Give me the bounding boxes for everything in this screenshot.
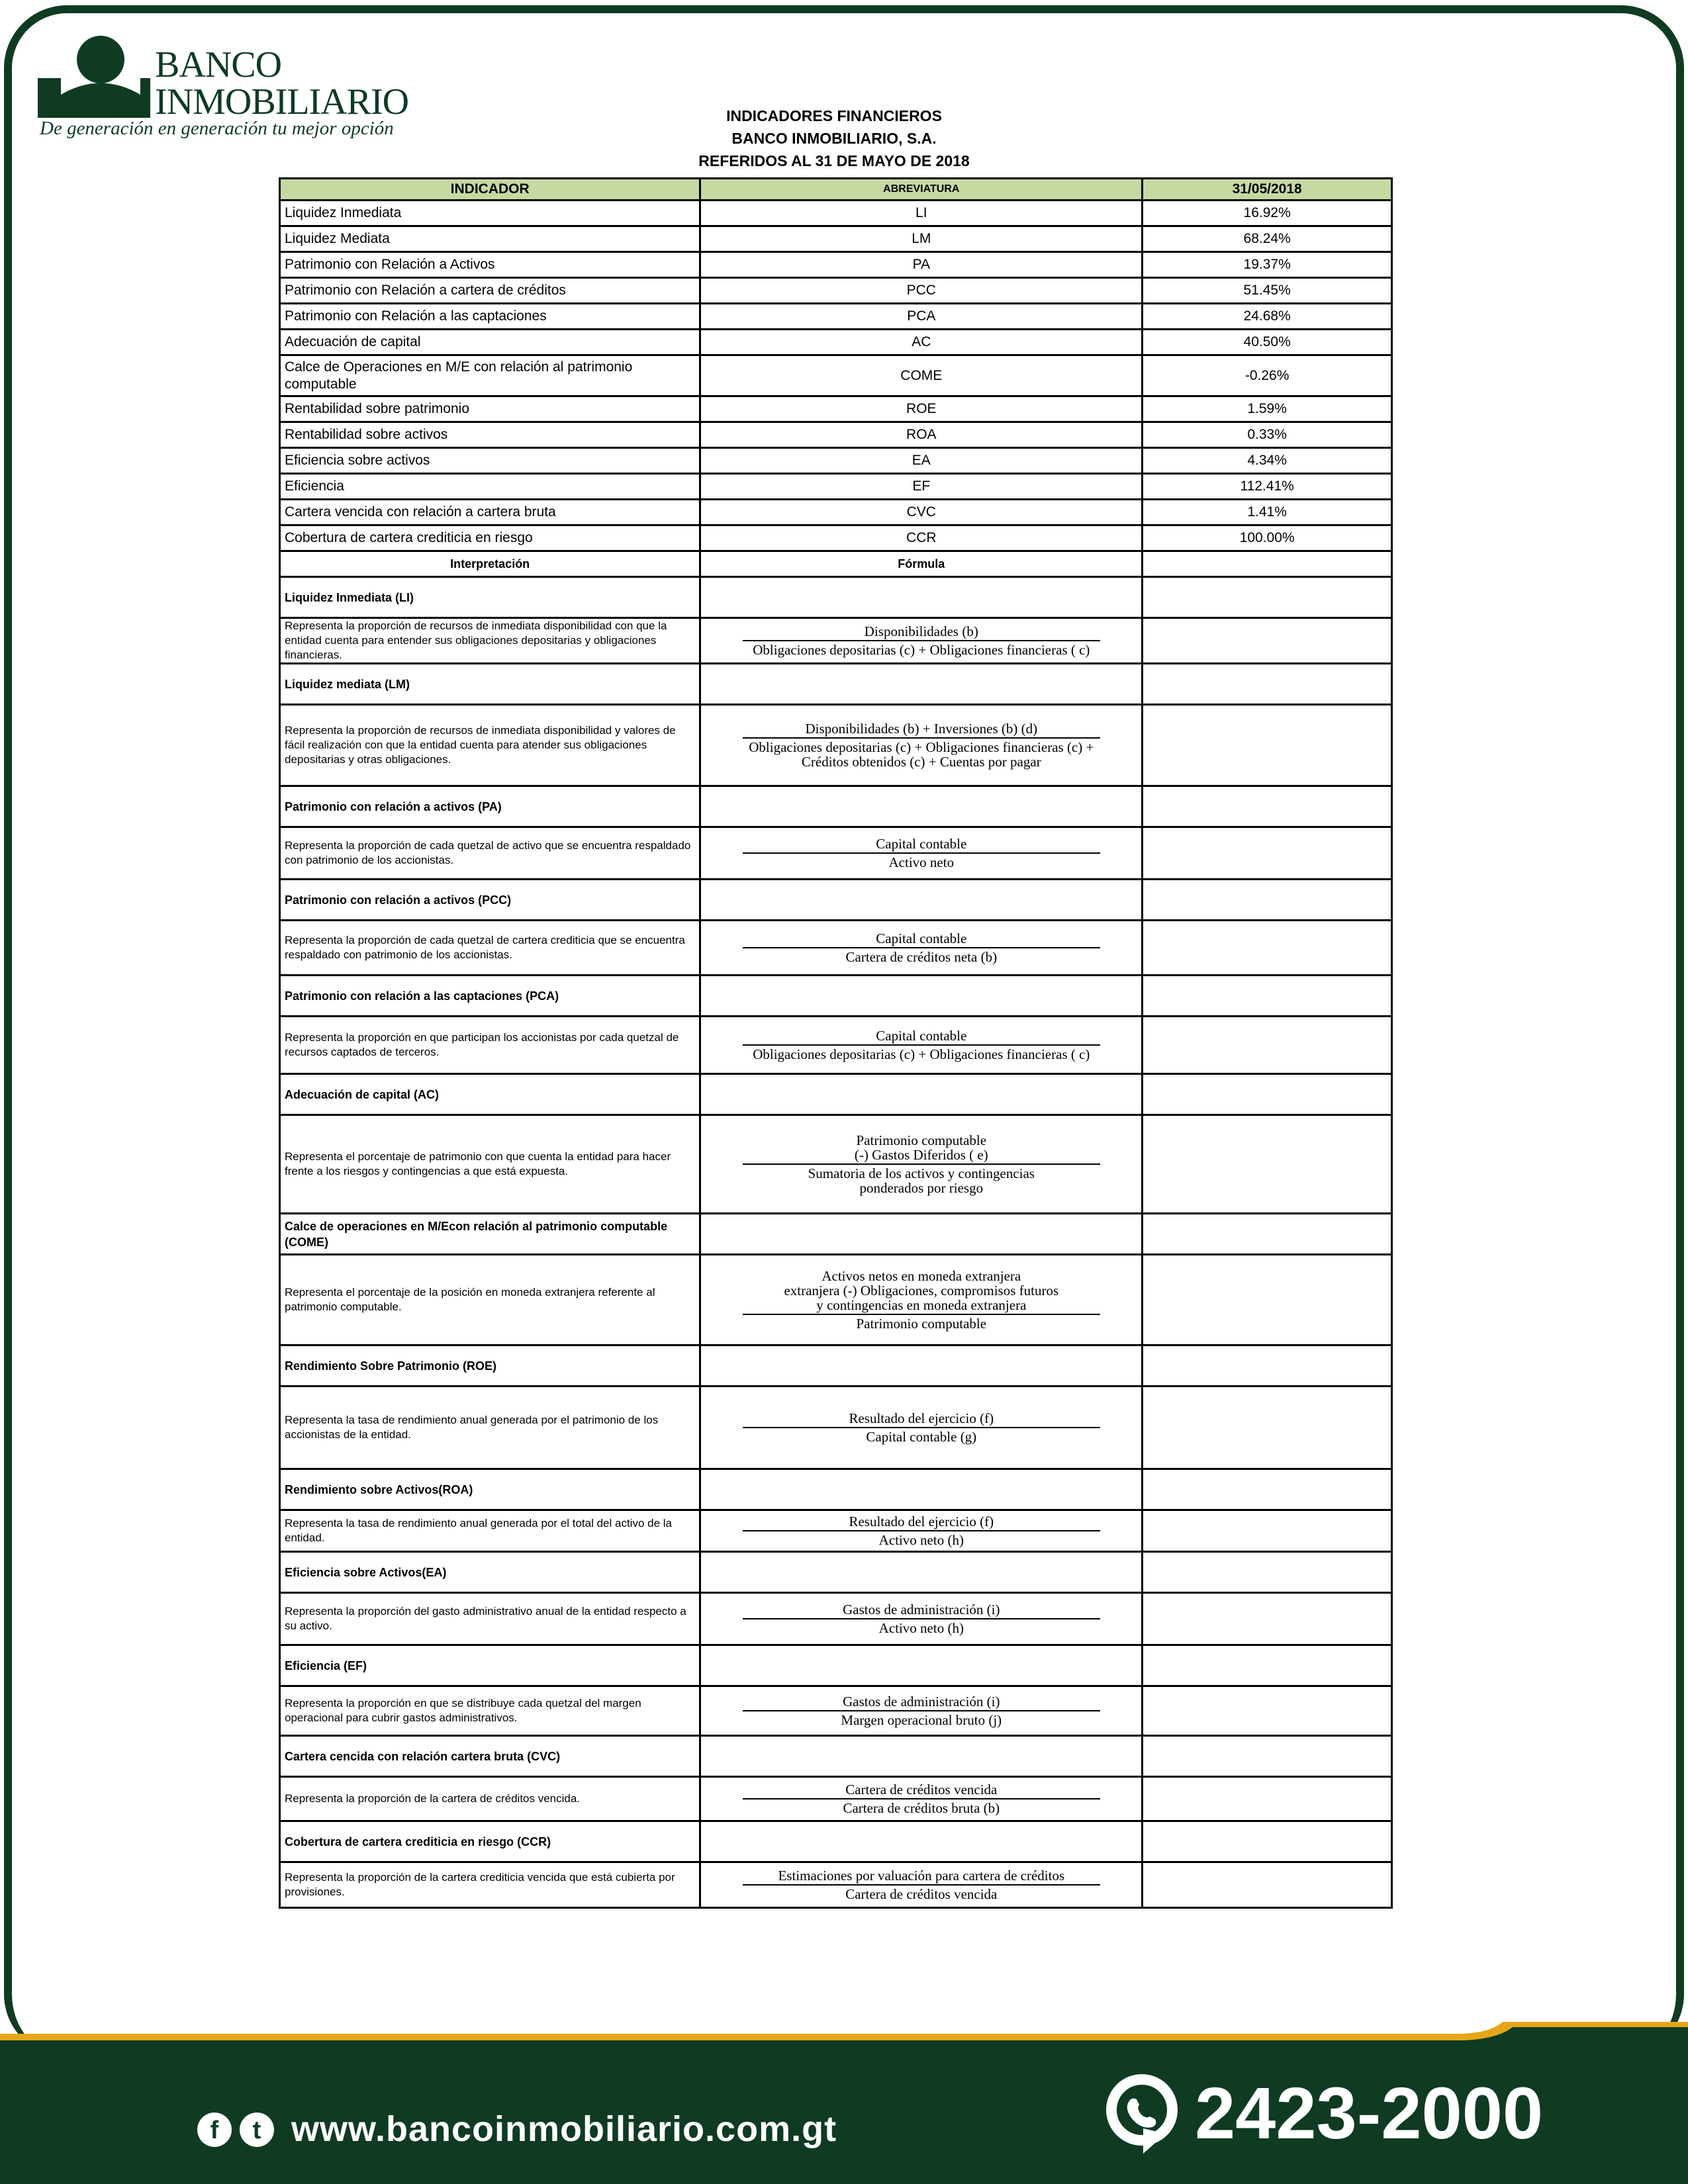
formula — [700, 1387, 1143, 1469]
title-line-3: REFERIDOS AL 31 DE MAYO DE 2018 — [698, 152, 970, 169]
section-title-empty — [700, 1552, 1143, 1593]
indicator-value: -0.26% — [1143, 355, 1392, 396]
section-title-empty — [1143, 976, 1392, 1017]
section-title: Calce de operaciones en M/Econ relación al patrimonio computable (COME) — [280, 1214, 700, 1255]
facebook-icon[interactable]: f — [197, 2113, 232, 2147]
formula — [700, 1593, 1143, 1645]
section-title-empty — [1143, 786, 1392, 827]
indicator-abbreviation: EA — [700, 448, 1143, 474]
section-description-row — [280, 1510, 1392, 1552]
indicator-abbreviation: CVC — [700, 500, 1143, 525]
indicator-name: Patrimonio con Relación a las captaciones — [280, 304, 700, 330]
indicator-value: 100.00% — [1143, 525, 1392, 551]
section-title-empty — [700, 880, 1143, 921]
indicators-table — [279, 177, 1393, 1909]
section-description: Representa el porcentaje de patrimonio con que cuenta la entidad para hacer frente a los riesgos y contingencias a que está expuesta. — [280, 1115, 700, 1214]
formula-numerator: Gastos de administración (i) — [843, 1602, 1000, 1617]
indicator-value: 68.24% — [1143, 226, 1392, 252]
formula-denominator: Obligaciones depositarias (c) + Obligaciones financieras ( c) — [753, 642, 1090, 658]
formula-denominator: Activo neto (h) — [878, 1532, 964, 1548]
section-title-empty — [1143, 1645, 1392, 1686]
formula-numerator: Patrimonio computable — [856, 1132, 987, 1148]
indicator-abbreviation: EF — [700, 474, 1143, 500]
formula-numerator: Estimaciones por valuación para cartera de créditos — [778, 1868, 1065, 1884]
twitter-icon[interactable]: t — [240, 2113, 274, 2147]
section-description-row — [280, 1255, 1392, 1345]
fraction-bar — [743, 1427, 1100, 1428]
formula-denominator: Obligaciones depositarias (c) + Obligaciones financieras (c) + — [749, 739, 1094, 755]
indicator-name: Rentabilidad sobre activos — [280, 422, 700, 448]
section-title-empty — [1143, 1821, 1392, 1862]
interpretation-header-row — [280, 551, 1392, 577]
logo-mark-icon — [34, 32, 154, 118]
section-title-empty — [700, 1469, 1143, 1510]
section-title-empty — [700, 786, 1143, 827]
indicator-name: Rentabilidad sobre patrimonio — [280, 396, 700, 422]
section-title-empty — [1143, 664, 1392, 705]
indicator-row — [280, 304, 1392, 330]
formula-denominator: Patrimonio computable — [856, 1316, 987, 1332]
header-formula: Fórmula — [700, 551, 1143, 577]
header-date: 31/05/2018 — [1143, 179, 1392, 201]
formula-numerator: extranjera (-) Obligaciones, compromisos futuros — [784, 1283, 1059, 1298]
section-title-empty — [1143, 880, 1392, 921]
fraction-bar — [743, 1710, 1100, 1711]
formula-numerator: Capital contable — [876, 1028, 967, 1044]
formula-numerator: (-) Gastos Diferidos ( e) — [854, 1147, 988, 1163]
title-line-1: INDICADORES FINANCIEROS — [726, 107, 942, 124]
header-empty — [1143, 551, 1392, 577]
section-description: Representa la proporción de la cartera de créditos vencida. — [280, 1777, 700, 1821]
indicator-value: 112.41% — [1143, 474, 1392, 500]
section-title-empty — [1143, 1214, 1392, 1255]
section-description-row — [280, 921, 1392, 976]
section-description: Representa la proporción de recursos de inmediata disponibilidad con que la entidad cuenta para entender sus obligaciones depositarias y obligaciones financieras. — [280, 618, 700, 664]
formula — [700, 618, 1143, 664]
indicator-abbreviation: COME — [700, 355, 1143, 396]
formula — [700, 705, 1143, 786]
fraction-bar — [743, 1798, 1100, 1799]
section-title: Rendimiento Sobre Patrimonio (ROE) — [280, 1345, 700, 1387]
section-title: Eficiencia (EF) — [280, 1645, 700, 1686]
section-description: Representa la proporción en que se distribuye cada quetzal del margen operacional para cubrir gastos administrativos. — [280, 1686, 700, 1736]
indicator-abbreviation: LM — [700, 226, 1143, 252]
section-title-row — [280, 1074, 1392, 1115]
section-description-empty — [1143, 1593, 1392, 1645]
indicator-abbreviation: CCR — [700, 525, 1143, 551]
section-title-empty — [700, 1074, 1143, 1115]
formula — [700, 1115, 1143, 1214]
section-description-row — [280, 827, 1392, 880]
section-description-empty — [1143, 921, 1392, 976]
section-title-empty — [1143, 577, 1392, 618]
indicator-value: 16.92% — [1143, 201, 1392, 226]
section-description: Representa la proporción en que participan los accionistas por cada quetzal de recursos captados de terceros. — [280, 1017, 700, 1074]
section-description-row — [280, 1686, 1392, 1736]
formula-denominator: Créditos obtenidos (c) + Cuentas por pagar — [801, 754, 1041, 770]
section-description-empty — [1143, 705, 1392, 786]
formula-numerator: Gastos de administración (i) — [843, 1694, 1000, 1709]
fraction-bar — [743, 947, 1100, 948]
indicator-name: Patrimonio con Relación a Activos — [280, 252, 700, 278]
indicator-row — [280, 422, 1392, 448]
bank-logo — [34, 32, 418, 148]
title-line-2: BANCO INMOBILIARIO, S.A. — [731, 130, 937, 147]
formula — [700, 1017, 1143, 1074]
indicator-value: 1.59% — [1143, 396, 1392, 422]
section-title-empty — [1143, 1736, 1392, 1777]
section-title-empty — [700, 1645, 1143, 1686]
formula-numerator: Capital contable — [876, 836, 967, 852]
section-description-empty — [1143, 1777, 1392, 1821]
section-description-empty — [1143, 618, 1392, 664]
formula — [700, 1686, 1143, 1736]
header-indicator: INDICADOR — [280, 179, 700, 201]
indicator-name: Cobertura de cartera crediticia en riesgo — [280, 525, 700, 551]
section-title-empty — [1143, 1345, 1392, 1387]
section-description: Representa la proporción de recursos de inmediata disponibilidad y valores de fácil realización con que la entidad cuenta para atender sus obligaciones depositarias y otras obligaciones. — [280, 705, 700, 786]
formula-denominator: Activo neto (h) — [878, 1620, 964, 1636]
indicator-name: Patrimonio con Relación a cartera de créditos — [280, 278, 700, 304]
section-title-row — [280, 1736, 1392, 1777]
indicator-row — [280, 355, 1392, 396]
section-title-empty — [700, 1821, 1143, 1862]
formula-denominator: Cartera de créditos vencida — [845, 1886, 998, 1902]
document-title — [569, 105, 1099, 172]
formula — [700, 827, 1143, 880]
section-title: Cartera cencida con relación cartera bruta (CVC) — [280, 1736, 700, 1777]
section-description: Representa la proporción de cada quetzal de activo que se encuentra respaldado con patrimonio de los accionistas. — [280, 827, 700, 880]
indicator-name: Cartera vencida con relación a cartera bruta — [280, 500, 700, 525]
indicator-value: 40.50% — [1143, 330, 1392, 355]
fraction-bar — [743, 1884, 1100, 1886]
section-title-row — [280, 880, 1392, 921]
indicator-abbreviation: LI — [700, 201, 1143, 226]
indicator-row — [280, 474, 1392, 500]
indicator-name: Liquidez Mediata — [280, 226, 700, 252]
formula-numerator: Activos netos en moneda extranjera — [821, 1268, 1021, 1284]
section-title: Patrimonio con relación a activos (PCC) — [280, 880, 700, 921]
indicator-value: 1.41% — [1143, 500, 1392, 525]
fraction-bar — [743, 1618, 1100, 1619]
indicator-value: 4.34% — [1143, 448, 1392, 474]
fraction-bar — [743, 852, 1100, 854]
logo-slogan: De generación en generación tu mejor opción — [40, 118, 394, 139]
table-header-row — [280, 179, 1392, 201]
section-title-row — [280, 786, 1392, 827]
formula-numerator: Cartera de créditos vencida — [845, 1782, 998, 1797]
section-title-empty — [700, 577, 1143, 618]
section-title-row — [280, 1645, 1392, 1686]
section-description-empty — [1143, 1510, 1392, 1552]
website-link[interactable]: www.bancoinmobiliario.com.gt — [291, 2109, 837, 2149]
formula-numerator: Disponibilidades (b) — [864, 623, 978, 639]
formula-denominator: Activo neto — [888, 854, 955, 870]
section-title-empty — [1143, 1469, 1392, 1510]
section-title-empty — [1143, 1074, 1392, 1115]
formula-numerator: Capital contable — [876, 931, 967, 946]
section-description: Representa el porcentaje de la posición en moneda extranjera referente al patrimonio computable. — [280, 1255, 700, 1345]
fraction-bar — [743, 1314, 1100, 1315]
section-description: Representa la proporción de la cartera crediticia vencida que está cubierta por provisiones. — [280, 1862, 700, 1908]
section-description-row — [280, 618, 1392, 664]
indicator-name: Eficiencia — [280, 474, 700, 500]
section-title: Liquidez mediata (LM) — [280, 664, 700, 705]
section-description-row — [280, 1777, 1392, 1821]
section-title-empty — [700, 1345, 1143, 1387]
section-description: Representa la proporción del gasto administrativo anual de la entidad respecto a su activo. — [280, 1593, 700, 1645]
indicator-name: Eficiencia sobre activos — [280, 448, 700, 474]
indicator-row — [280, 448, 1392, 474]
indicator-row — [280, 396, 1392, 422]
indicator-abbreviation: PCA — [700, 304, 1143, 330]
indicator-row — [280, 525, 1392, 551]
indicator-abbreviation: PA — [700, 252, 1143, 278]
section-description-row — [280, 1017, 1392, 1074]
formula — [700, 1777, 1143, 1821]
formula-denominator: Cartera de créditos neta (b) — [845, 949, 998, 965]
formula-numerator: Disponibilidades (b) + Inversiones (b) (d) — [805, 721, 1038, 737]
phone-icon — [1102, 2070, 1182, 2156]
section-title-empty — [700, 976, 1143, 1017]
indicator-name: Liquidez Inmediata — [280, 201, 700, 226]
indicator-name: Calce de Operaciones en M/E con relación al patrimonio computable — [280, 355, 700, 396]
formula — [700, 1510, 1143, 1552]
logo-name-line1: BANCO — [155, 44, 282, 85]
section-description-empty — [1143, 1255, 1392, 1345]
section-title: Liquidez Inmediata (LI) — [280, 577, 700, 618]
fraction-bar — [743, 640, 1100, 641]
formula-denominator: Cartera de créditos bruta (b) — [843, 1800, 1000, 1816]
indicator-abbreviation: AC — [700, 330, 1143, 355]
formula — [700, 921, 1143, 976]
indicator-row — [280, 500, 1392, 525]
section-description-empty — [1143, 827, 1392, 880]
section-title: Eficiencia sobre Activos(EA) — [280, 1552, 700, 1593]
section-description-row — [280, 1862, 1392, 1908]
indicator-value: 19.37% — [1143, 252, 1392, 278]
section-title-row — [280, 1552, 1392, 1593]
formula-numerator: y contingencias en moneda extranjera — [816, 1297, 1027, 1313]
indicator-value: 24.68% — [1143, 304, 1392, 330]
section-title-row — [280, 1214, 1392, 1255]
indicator-row — [280, 252, 1392, 278]
indicator-name: Adecuación de capital — [280, 330, 700, 355]
indicator-value: 0.33% — [1143, 422, 1392, 448]
section-description-row — [280, 1115, 1392, 1214]
formula-numerator: Resultado del ejercicio (f) — [849, 1410, 994, 1426]
section-description-row — [280, 705, 1392, 786]
indicator-abbreviation: ROE — [700, 396, 1143, 422]
logo-name-line2: INMOBILIARIO — [155, 81, 409, 122]
section-description: Representa la tasa de rendimiento anual generada por el patrimonio de los accionistas de la entidad. — [280, 1387, 700, 1469]
section-description: Representa la proporción de cada quetzal de cartera crediticia que se encuentra respaldado con patrimonio de los accionistas. — [280, 921, 700, 976]
formula-denominator: ponderados por riesgo — [859, 1180, 984, 1196]
header-interpretation: Interpretación — [280, 551, 700, 577]
formula — [700, 1862, 1143, 1908]
section-description-empty — [1143, 1686, 1392, 1736]
section-title-empty — [700, 1214, 1143, 1255]
section-description: Representa la tasa de rendimiento anual generada por el total del activo de la entidad. — [280, 1510, 700, 1552]
formula-denominator: Margen operacional bruto (j) — [841, 1712, 1002, 1728]
section-description-row — [280, 1593, 1392, 1645]
formula-denominator: Obligaciones depositarias (c) + Obligaciones financieras ( c) — [753, 1046, 1090, 1062]
indicator-row — [280, 278, 1392, 304]
fraction-bar — [743, 1044, 1100, 1046]
formula — [700, 1255, 1143, 1345]
indicator-value: 51.45% — [1143, 278, 1392, 304]
section-title-row — [280, 1821, 1392, 1862]
fraction-bar — [743, 1163, 1100, 1165]
section-title-empty — [700, 664, 1143, 705]
indicator-abbreviation: PCC — [700, 278, 1143, 304]
formula-numerator: Resultado del ejercicio (f) — [849, 1514, 994, 1529]
section-title-row — [280, 1345, 1392, 1387]
section-title: Patrimonio con relación a activos (PA) — [280, 786, 700, 827]
indicator-row — [280, 226, 1392, 252]
fraction-bar — [743, 1530, 1100, 1531]
section-description-empty — [1143, 1387, 1392, 1469]
section-title-row — [280, 664, 1392, 705]
fraction-bar — [743, 737, 1100, 739]
section-title-row — [280, 577, 1392, 618]
section-title: Rendimiento sobre Activos(ROA) — [280, 1469, 700, 1510]
indicator-row — [280, 201, 1392, 226]
indicator-abbreviation: ROA — [700, 422, 1143, 448]
section-title: Adecuación de capital (AC) — [280, 1074, 700, 1115]
section-title-row — [280, 976, 1392, 1017]
section-description-empty — [1143, 1115, 1392, 1214]
indicator-row — [280, 330, 1392, 355]
section-title-empty — [1143, 1552, 1392, 1593]
section-description-empty — [1143, 1017, 1392, 1074]
phone-number[interactable]: 2423-2000 — [1195, 2073, 1544, 2154]
section-title-empty — [700, 1736, 1143, 1777]
header-abbreviation: ABREVIATURA — [700, 179, 1143, 201]
section-description-row — [280, 1387, 1392, 1469]
section-title: Patrimonio con relación a las captaciones (PCA) — [280, 976, 700, 1017]
section-description-empty — [1143, 1862, 1392, 1908]
section-title: Cobertura de cartera crediticia en riesgo (CCR) — [280, 1821, 700, 1862]
section-title-row — [280, 1469, 1392, 1510]
formula-denominator: Sumatoria de los activos y contingencias — [808, 1165, 1035, 1181]
formula-denominator: Capital contable (g) — [866, 1429, 977, 1445]
